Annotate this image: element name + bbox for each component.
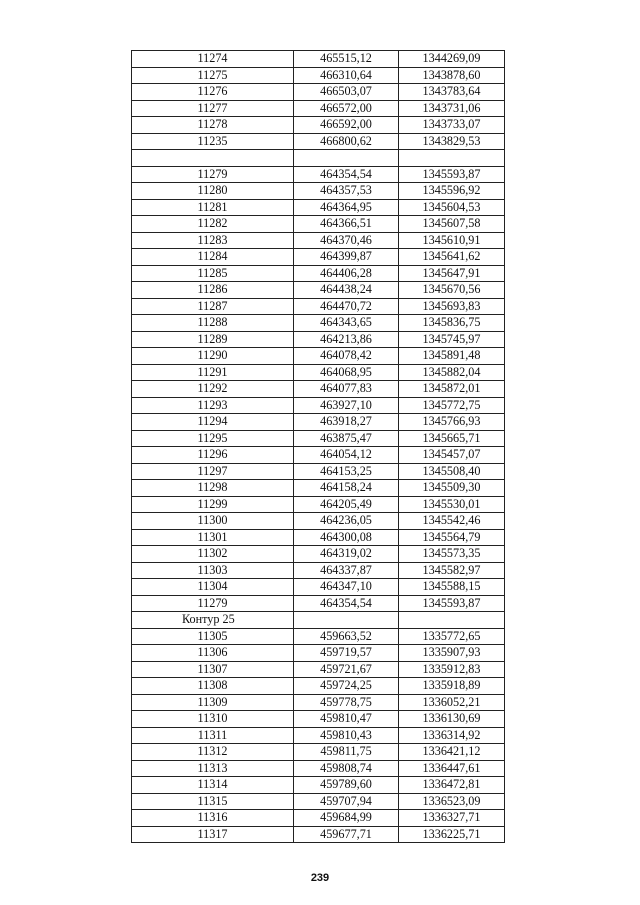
x-coordinate-cell: 459719,57 xyxy=(294,645,399,662)
point-number-cell: 11294 xyxy=(132,414,294,431)
y-coordinate-cell: 1345670,56 xyxy=(399,282,505,299)
point-number-cell: 11281 xyxy=(132,199,294,216)
point-number-cell: 11302 xyxy=(132,546,294,563)
y-coordinate-cell: 1345647,91 xyxy=(399,265,505,282)
point-number-cell: 11300 xyxy=(132,513,294,530)
table-row xyxy=(132,150,505,167)
x-coordinate-cell: 464364,95 xyxy=(294,199,399,216)
y-coordinate-cell: 1336130,69 xyxy=(399,711,505,728)
table-row xyxy=(132,249,505,266)
x-coordinate-cell: 464205,49 xyxy=(294,496,399,513)
table-row xyxy=(132,744,505,761)
x-coordinate-cell: 464153,25 xyxy=(294,463,399,480)
x-coordinate-cell: 459684,99 xyxy=(294,810,399,827)
x-coordinate-cell: 464337,87 xyxy=(294,562,399,579)
table-row xyxy=(132,331,505,348)
y-coordinate-cell: 1345766,93 xyxy=(399,414,505,431)
x-coordinate-cell: 466800,62 xyxy=(294,133,399,150)
y-coordinate-cell: 1336225,71 xyxy=(399,826,505,843)
table-row xyxy=(132,430,505,447)
x-coordinate-cell: 463875,47 xyxy=(294,430,399,447)
x-coordinate-cell xyxy=(294,612,399,629)
point-number-cell: 11285 xyxy=(132,265,294,282)
table-row xyxy=(132,678,505,695)
y-coordinate-cell: 1343878,60 xyxy=(399,67,505,84)
table-row xyxy=(132,595,505,612)
point-number-cell: 11306 xyxy=(132,645,294,662)
table-row xyxy=(132,447,505,464)
x-coordinate-cell: 464406,28 xyxy=(294,265,399,282)
table-row xyxy=(132,760,505,777)
y-coordinate-cell: 1336447,61 xyxy=(399,760,505,777)
point-number-cell: 11279 xyxy=(132,166,294,183)
y-coordinate-cell: 1345588,15 xyxy=(399,579,505,596)
x-coordinate-cell: 464236,05 xyxy=(294,513,399,530)
table-row xyxy=(132,513,505,530)
y-coordinate-cell: 1345836,75 xyxy=(399,315,505,332)
x-coordinate-cell: 464300,08 xyxy=(294,529,399,546)
coordinates-table xyxy=(131,50,505,843)
x-coordinate-cell: 465515,12 xyxy=(294,51,399,68)
x-coordinate-cell: 464078,42 xyxy=(294,348,399,365)
y-coordinate-cell: 1345610,91 xyxy=(399,232,505,249)
y-coordinate-cell: 1345693,83 xyxy=(399,298,505,315)
point-number-cell: 11297 xyxy=(132,463,294,480)
x-coordinate-cell: 459810,43 xyxy=(294,727,399,744)
point-number-cell: 11313 xyxy=(132,760,294,777)
y-coordinate-cell: 1345457,07 xyxy=(399,447,505,464)
point-number-cell: 11299 xyxy=(132,496,294,513)
point-number-cell: 11235 xyxy=(132,133,294,150)
x-coordinate-cell: 464319,02 xyxy=(294,546,399,563)
table-row xyxy=(132,364,505,381)
table-row xyxy=(132,793,505,810)
table-row xyxy=(132,562,505,579)
y-coordinate-cell: 1345607,58 xyxy=(399,216,505,233)
y-coordinate-cell: 1335912,83 xyxy=(399,661,505,678)
y-coordinate-cell: 1345573,35 xyxy=(399,546,505,563)
y-coordinate-cell: 1345665,71 xyxy=(399,430,505,447)
table-row xyxy=(132,661,505,678)
y-coordinate-cell: 1345542,46 xyxy=(399,513,505,530)
table-row xyxy=(132,414,505,431)
x-coordinate-cell: 464370,46 xyxy=(294,232,399,249)
y-coordinate-cell: 1335918,89 xyxy=(399,678,505,695)
point-number-cell: 11305 xyxy=(132,628,294,645)
y-coordinate-cell: 1345530,01 xyxy=(399,496,505,513)
point-number-cell: 11292 xyxy=(132,381,294,398)
y-coordinate-cell: 1345872,01 xyxy=(399,381,505,398)
point-number-cell: 11315 xyxy=(132,793,294,810)
point-number-cell: 11284 xyxy=(132,249,294,266)
point-number-cell: 11293 xyxy=(132,397,294,414)
table-row xyxy=(132,810,505,827)
x-coordinate-cell: 464399,87 xyxy=(294,249,399,266)
y-coordinate-cell xyxy=(399,150,505,167)
x-coordinate-cell xyxy=(294,150,399,167)
point-number-cell: 11317 xyxy=(132,826,294,843)
y-coordinate-cell: 1345564,79 xyxy=(399,529,505,546)
x-coordinate-cell: 459789,60 xyxy=(294,777,399,794)
y-coordinate-cell: 1336052,21 xyxy=(399,694,505,711)
x-coordinate-cell: 459808,74 xyxy=(294,760,399,777)
x-coordinate-cell: 466572,00 xyxy=(294,100,399,117)
table-row xyxy=(132,232,505,249)
y-coordinate-cell: 1336421,12 xyxy=(399,744,505,761)
x-coordinate-cell: 459810,47 xyxy=(294,711,399,728)
x-coordinate-cell: 466592,00 xyxy=(294,117,399,134)
x-coordinate-cell: 459707,94 xyxy=(294,793,399,810)
table-row xyxy=(132,727,505,744)
table-row xyxy=(132,117,505,134)
y-coordinate-cell: 1344269,09 xyxy=(399,51,505,68)
y-coordinate-cell: 1336327,71 xyxy=(399,810,505,827)
point-number-cell: 11278 xyxy=(132,117,294,134)
contour-label-row xyxy=(132,612,505,629)
point-number-cell: Контур 25 xyxy=(132,612,294,629)
y-coordinate-cell: 1343783,64 xyxy=(399,84,505,101)
point-number-cell: 11287 xyxy=(132,298,294,315)
y-coordinate-cell: 1345596,92 xyxy=(399,183,505,200)
x-coordinate-cell: 459778,75 xyxy=(294,694,399,711)
table-row xyxy=(132,100,505,117)
y-coordinate-cell: 1343733,07 xyxy=(399,117,505,134)
table-row xyxy=(132,711,505,728)
x-coordinate-cell: 466310,64 xyxy=(294,67,399,84)
point-number-cell: 11280 xyxy=(132,183,294,200)
coordinates-table-body xyxy=(132,51,505,843)
y-coordinate-cell: 1345508,40 xyxy=(399,463,505,480)
x-coordinate-cell: 464366,51 xyxy=(294,216,399,233)
table-row xyxy=(132,529,505,546)
table-row xyxy=(132,496,505,513)
x-coordinate-cell: 459724,25 xyxy=(294,678,399,695)
x-coordinate-cell: 464438,24 xyxy=(294,282,399,299)
x-coordinate-cell: 463927,10 xyxy=(294,397,399,414)
y-coordinate-cell: 1345882,04 xyxy=(399,364,505,381)
point-number-cell: 11275 xyxy=(132,67,294,84)
y-coordinate-cell: 1343731,06 xyxy=(399,100,505,117)
point-number-cell: 11304 xyxy=(132,579,294,596)
y-coordinate-cell: 1345745,97 xyxy=(399,331,505,348)
table-row xyxy=(132,166,505,183)
x-coordinate-cell: 464357,53 xyxy=(294,183,399,200)
point-number-cell: 11296 xyxy=(132,447,294,464)
point-number-cell: 11316 xyxy=(132,810,294,827)
y-coordinate-cell: 1345641,62 xyxy=(399,249,505,266)
x-coordinate-cell: 459677,71 xyxy=(294,826,399,843)
point-number-cell: 11277 xyxy=(132,100,294,117)
y-coordinate-cell: 1343829,53 xyxy=(399,133,505,150)
point-number-cell: 11308 xyxy=(132,678,294,695)
x-coordinate-cell: 464470,72 xyxy=(294,298,399,315)
table-row xyxy=(132,84,505,101)
point-number-cell: 11298 xyxy=(132,480,294,497)
point-number-cell: 11309 xyxy=(132,694,294,711)
point-number-cell: 11314 xyxy=(132,777,294,794)
point-number-cell: 11312 xyxy=(132,744,294,761)
table-row xyxy=(132,51,505,68)
x-coordinate-cell: 463918,27 xyxy=(294,414,399,431)
point-number-cell: 11307 xyxy=(132,661,294,678)
table-row xyxy=(132,199,505,216)
point-number-cell: 11290 xyxy=(132,348,294,365)
table-row xyxy=(132,133,505,150)
table-row xyxy=(132,645,505,662)
table-row xyxy=(132,397,505,414)
point-number-cell: 11279 xyxy=(132,595,294,612)
y-coordinate-cell xyxy=(399,612,505,629)
table-row xyxy=(132,183,505,200)
y-coordinate-cell: 1345772,75 xyxy=(399,397,505,414)
point-number-cell: 11310 xyxy=(132,711,294,728)
table-row xyxy=(132,777,505,794)
y-coordinate-cell: 1345582,97 xyxy=(399,562,505,579)
point-number-cell: 11311 xyxy=(132,727,294,744)
x-coordinate-cell: 464158,24 xyxy=(294,480,399,497)
x-coordinate-cell: 464068,95 xyxy=(294,364,399,381)
table-row xyxy=(132,348,505,365)
y-coordinate-cell: 1345593,87 xyxy=(399,595,505,612)
table-row xyxy=(132,628,505,645)
table-row xyxy=(132,826,505,843)
x-coordinate-cell: 464354,54 xyxy=(294,166,399,183)
table-row xyxy=(132,282,505,299)
y-coordinate-cell: 1336523,09 xyxy=(399,793,505,810)
table-row xyxy=(132,579,505,596)
x-coordinate-cell: 464354,54 xyxy=(294,595,399,612)
table-row xyxy=(132,216,505,233)
point-number-cell: 11286 xyxy=(132,282,294,299)
y-coordinate-cell: 1345604,53 xyxy=(399,199,505,216)
table-row xyxy=(132,694,505,711)
y-coordinate-cell: 1345593,87 xyxy=(399,166,505,183)
table-row xyxy=(132,67,505,84)
x-coordinate-cell: 464054,12 xyxy=(294,447,399,464)
point-number-cell: 11274 xyxy=(132,51,294,68)
x-coordinate-cell: 464343,65 xyxy=(294,315,399,332)
x-coordinate-cell: 464077,83 xyxy=(294,381,399,398)
table-row xyxy=(132,463,505,480)
x-coordinate-cell: 464347,10 xyxy=(294,579,399,596)
point-number-cell: 11276 xyxy=(132,84,294,101)
point-number-cell: 11289 xyxy=(132,331,294,348)
x-coordinate-cell: 459811,75 xyxy=(294,744,399,761)
x-coordinate-cell: 466503,07 xyxy=(294,84,399,101)
y-coordinate-cell: 1345891,48 xyxy=(399,348,505,365)
point-number-cell: 11303 xyxy=(132,562,294,579)
table-row xyxy=(132,480,505,497)
x-coordinate-cell: 459663,52 xyxy=(294,628,399,645)
y-coordinate-cell: 1335907,93 xyxy=(399,645,505,662)
y-coordinate-cell: 1345509,30 xyxy=(399,480,505,497)
table-row xyxy=(132,315,505,332)
y-coordinate-cell: 1336472,81 xyxy=(399,777,505,794)
x-coordinate-cell: 459721,67 xyxy=(294,661,399,678)
page-number: 239 xyxy=(310,872,330,884)
table-row xyxy=(132,381,505,398)
y-coordinate-cell: 1335772,65 xyxy=(399,628,505,645)
table-row xyxy=(132,546,505,563)
point-number-cell: 11283 xyxy=(132,232,294,249)
point-number-cell: 11288 xyxy=(132,315,294,332)
table-row xyxy=(132,298,505,315)
point-number-cell: 11282 xyxy=(132,216,294,233)
point-number-cell: 11301 xyxy=(132,529,294,546)
y-coordinate-cell: 1336314,92 xyxy=(399,727,505,744)
x-coordinate-cell: 464213,86 xyxy=(294,331,399,348)
point-number-cell: 11295 xyxy=(132,430,294,447)
point-number-cell: 11291 xyxy=(132,364,294,381)
point-number-cell xyxy=(132,150,294,167)
table-row xyxy=(132,265,505,282)
